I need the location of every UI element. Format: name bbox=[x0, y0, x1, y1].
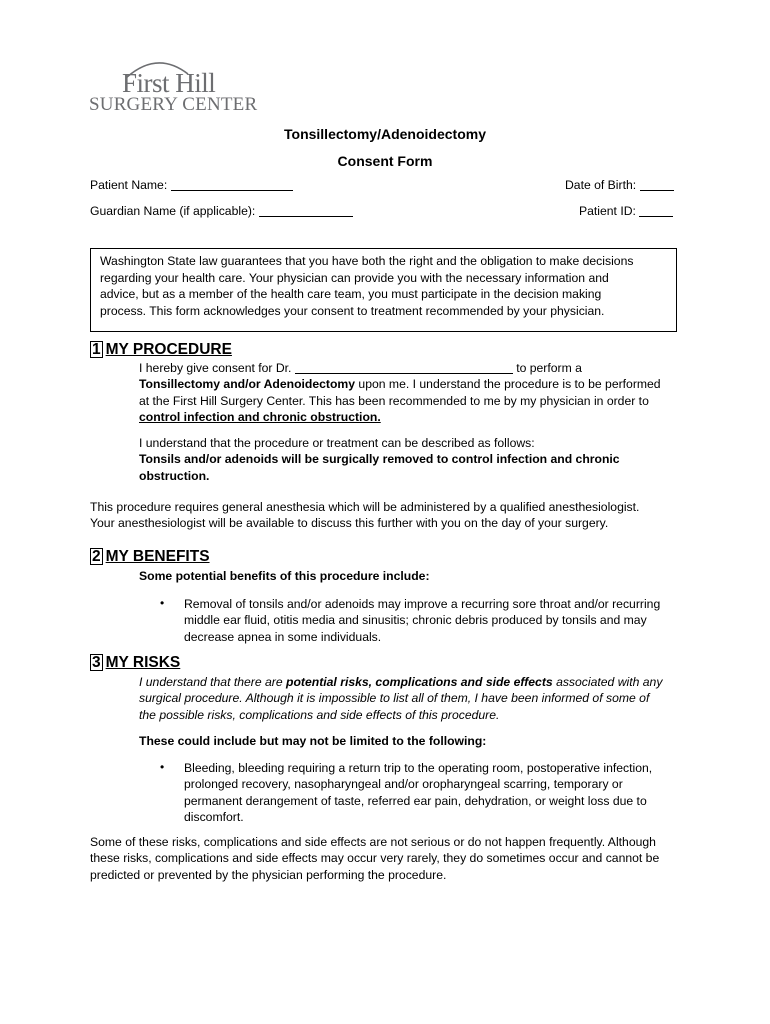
section-2-heading bbox=[90, 548, 210, 566]
risks-statement bbox=[139, 674, 699, 723]
risks-line bbox=[139, 674, 699, 690]
bullet-line: discomfort. bbox=[184, 809, 244, 824]
consent-reason: control infection and chronic obstruction. bbox=[139, 409, 381, 424]
risks-intro: These could include but may not be limited to the following: bbox=[139, 734, 487, 748]
closing-line: Some of these risks, complications and side effects are not serious or do not happen frequently. Although bbox=[90, 835, 656, 849]
guardian-name-label: Guardian Name (if applicable): bbox=[90, 204, 256, 218]
consent-text: upon me. I understand the procedure is to be performed bbox=[358, 377, 661, 392]
bullet-line: Bleeding, bleeding requiring a return trip to the operating room, postoperative infection, bbox=[184, 761, 653, 775]
description-intro: I understand that the procedure or treatment can be described as follows: bbox=[139, 436, 535, 451]
notice-line: process. This form acknowledges your consent to treatment recommended by your physician. bbox=[100, 303, 605, 318]
guardian-name-field[interactable] bbox=[90, 204, 353, 218]
section-1-heading bbox=[90, 341, 232, 359]
bullet-line: prolonged recovery, nasopharyngeal and/or oropharyngeal scarring, temporary or bbox=[184, 777, 623, 792]
anesthesia-line: Your anesthesiologist will be available to discuss this further with you on the day of your surgery. bbox=[90, 516, 609, 531]
risks-emphasis: potential risks, complications and side effects bbox=[286, 675, 553, 689]
guardian-name-line[interactable] bbox=[259, 204, 353, 217]
section-1-number: 1 bbox=[92, 341, 101, 358]
bullet-line: permanent derangement of taste, referred ear pain, dehydration, or weight loss due to bbox=[184, 793, 647, 808]
risks-line: the possible risks, complications and side effects of this procedure. bbox=[139, 707, 500, 722]
law-notice-box bbox=[90, 248, 677, 332]
closing-line: predicted or prevented by the physician performing the procedure. bbox=[90, 867, 447, 882]
procedure-name: Tonsillectomy and/or Adenoidectomy bbox=[139, 377, 356, 392]
date-of-birth-line[interactable] bbox=[640, 178, 674, 191]
description-line: obstruction. bbox=[139, 468, 210, 483]
consent-line: at the First Hill Surgery Center. This has been recommended to me by my physician in order to bbox=[139, 393, 649, 408]
consent-text: I hereby give consent for Dr. bbox=[139, 361, 292, 375]
patient-id-label: Patient ID: bbox=[579, 204, 636, 218]
section-3-number: 3 bbox=[92, 654, 101, 671]
notice-line: regarding your health care. Your physician can provide you with the necessary information and bbox=[100, 270, 609, 285]
description-line: Tonsils and/or adenoids will be surgically removed to control infection and chronic bbox=[139, 452, 620, 467]
logo bbox=[84, 56, 274, 118]
patient-name-label: Patient Name: bbox=[90, 178, 168, 192]
section-1-body bbox=[139, 360, 699, 484]
benefits-bullet bbox=[184, 596, 684, 645]
section-2-title: MY BENEFITS bbox=[105, 548, 210, 565]
date-of-birth-field[interactable] bbox=[565, 178, 674, 192]
section-2-number: 2 bbox=[92, 548, 101, 565]
consent-line bbox=[139, 376, 699, 392]
risks-closing-paragraph bbox=[90, 834, 690, 883]
notice-line: Washington State law guarantees that you have both the right and the obligation to make decisions bbox=[100, 254, 634, 268]
bullet-line: middle ear fluid, otitis media and sinusitis; chronic debris produced by tonsils and may bbox=[184, 613, 647, 628]
bullet-icon: • bbox=[160, 596, 165, 610]
anesthesia-line: This procedure requires general anesthesia which will be administered by a qualified anesthesiologist. bbox=[90, 500, 640, 514]
section-3-title: MY RISKS bbox=[105, 654, 181, 671]
logo-line2: SURGERY CENTER bbox=[89, 94, 258, 115]
risks-text: I understand that there are bbox=[139, 675, 283, 689]
patient-name-line[interactable] bbox=[171, 178, 293, 191]
consent-text: to perform a bbox=[516, 361, 582, 375]
bullet-line: decrease apnea in some individuals. bbox=[184, 629, 382, 644]
risks-bullet bbox=[184, 760, 684, 825]
section-1-title: MY PROCEDURE bbox=[105, 341, 232, 358]
form-subtitle: Consent Form bbox=[337, 153, 433, 169]
notice-line: advice, but as a member of the health care team, you must participate in the decision making bbox=[100, 287, 602, 301]
patient-id-field[interactable] bbox=[579, 204, 673, 218]
risks-text: associated with any bbox=[556, 675, 663, 689]
closing-line: these risks, complications and side effects may occur very rarely, they do sometimes occur and cannot be bbox=[90, 851, 660, 866]
patient-id-line[interactable] bbox=[639, 204, 673, 217]
benefits-intro: Some potential benefits of this procedure include: bbox=[139, 569, 430, 583]
patient-name-field[interactable] bbox=[90, 178, 293, 192]
date-of-birth-label: Date of Birth: bbox=[565, 178, 637, 192]
form-title: Tonsillectomy/Adenoidectomy bbox=[284, 126, 486, 142]
doctor-name-line[interactable] bbox=[295, 361, 513, 374]
logo-line1: First Hill bbox=[122, 68, 216, 98]
risks-line: surgical procedure. Although it is impossible to list all of them, I have been informed of some of bbox=[139, 691, 650, 706]
bullet-line: Removal of tonsils and/or adenoids may improve a recurring sore throat and/or recurring bbox=[184, 597, 661, 611]
bullet-icon: • bbox=[160, 760, 165, 774]
section-3-heading bbox=[90, 654, 180, 672]
consent-line bbox=[139, 360, 699, 376]
anesthesia-paragraph bbox=[90, 499, 690, 532]
